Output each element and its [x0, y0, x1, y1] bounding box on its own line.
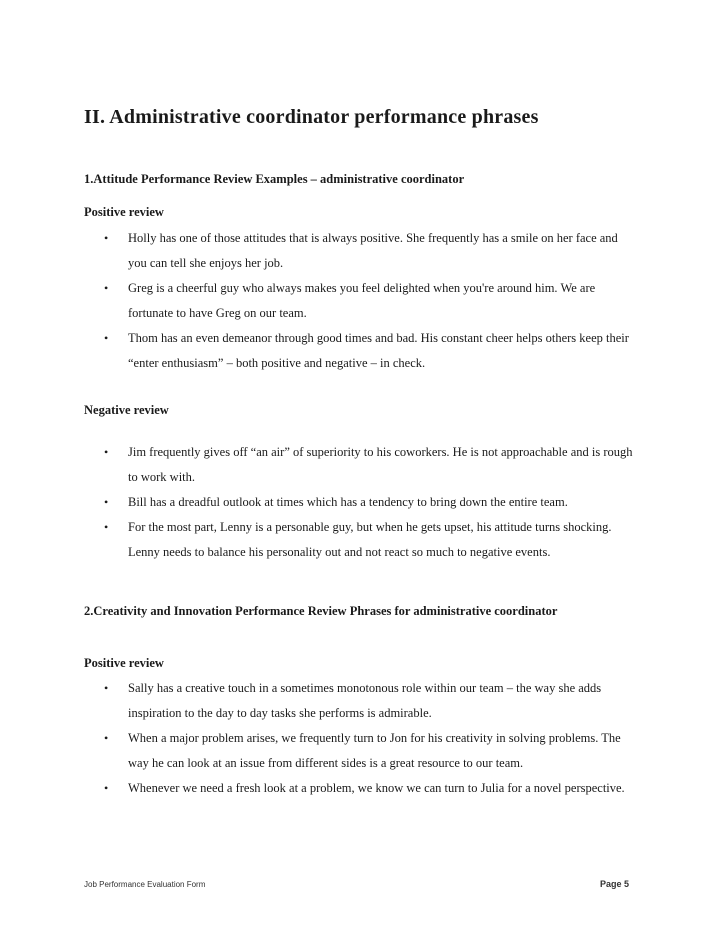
- list-item: [104, 515, 634, 565]
- list-item: [104, 490, 634, 515]
- bullet-icon: •: [104, 731, 109, 745]
- list-item: [104, 776, 634, 801]
- list-item-text: Holly has one of those attitudes that is always positive. She frequently has a smile on her face and you can tell she enjoys her job.: [128, 231, 618, 270]
- subheading-negative-review: Negative review: [84, 403, 169, 417]
- list-item-text: For the most part, Lenny is a personable guy, but when he gets upset, his attitude turns shocking. Lenny needs to balance his personality out and not react so much to negative events.: [128, 520, 612, 559]
- bullet-list-creativity-positive: [104, 676, 634, 801]
- list-item: [104, 276, 634, 326]
- list-item-text: Sally has a creative touch in a sometimes monotonous role within our team – the way she adds inspiration to the day to day tasks she performs is admirable.: [128, 681, 602, 720]
- bullet-icon: •: [104, 231, 109, 245]
- list-item-text: Whenever we need a fresh look at a problem, we know we can turn to Julia for a novel perspective.: [128, 781, 625, 795]
- bullet-icon: •: [104, 445, 109, 459]
- page-title: II. Administrative coordinator performance phrases: [84, 106, 539, 128]
- list-item-text: Thom has an even demeanor through good times and bad. His constant cheer helps others keep their “enter enthusiasm” – both positive and negative – in check.: [128, 331, 629, 370]
- subheading-positive-review: Positive review: [84, 656, 164, 670]
- list-item: [104, 440, 634, 490]
- bullet-icon: •: [104, 495, 109, 509]
- list-item-text: When a major problem arises, we frequently turn to Jon for his creativity in solving problems. The way he can look at an issue from different sides is a great resource to our team.: [128, 731, 621, 770]
- section-heading-attitude: 1.Attitude Performance Review Examples – administrative coordinator: [84, 172, 465, 186]
- bullet-list-attitude-negative: [104, 440, 634, 565]
- list-item: [104, 226, 634, 276]
- list-item: [104, 676, 634, 726]
- bullet-icon: •: [104, 281, 109, 295]
- footer-form-name: Job Performance Evaluation Form: [84, 880, 206, 889]
- list-item-text: Jim frequently gives off “an air” of superiority to his coworkers. He is not approachable and is rough to work with.: [128, 445, 633, 484]
- bullet-icon: •: [104, 331, 109, 345]
- list-item-text: Bill has a dreadful outlook at times which has a tendency to bring down the entire team.: [128, 495, 568, 509]
- subheading-positive-review: Positive review: [84, 205, 164, 219]
- bullet-icon: •: [104, 781, 109, 795]
- bullet-icon: •: [104, 520, 109, 534]
- section-heading-creativity: 2.Creativity and Innovation Performance Review Phrases for administrative coordinator: [84, 604, 558, 618]
- bullet-icon: •: [104, 681, 109, 695]
- list-item: [104, 726, 634, 776]
- bullet-list-attitude-positive: [104, 226, 634, 376]
- list-item-text: Greg is a cheerful guy who always makes you feel delighted when you're around him. We are fortunate to have Greg on our team.: [128, 281, 596, 320]
- footer-page-number: Page 5: [600, 879, 630, 889]
- list-item: [104, 326, 634, 376]
